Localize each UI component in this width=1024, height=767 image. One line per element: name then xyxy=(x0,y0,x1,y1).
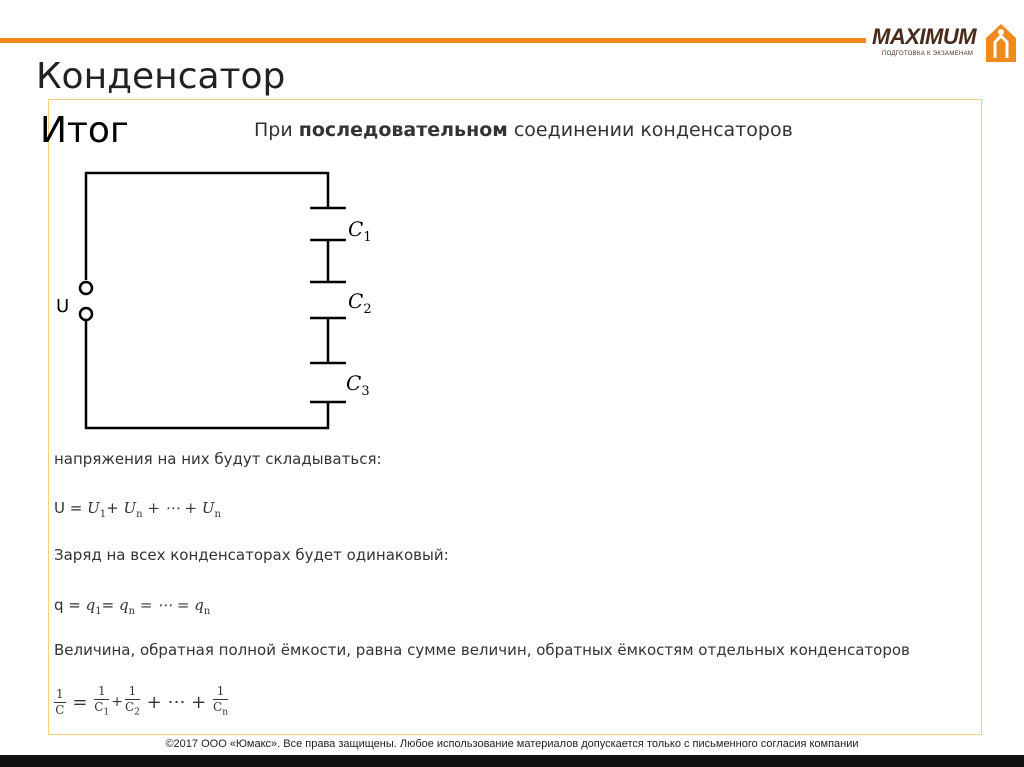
heading-bold: последовательном xyxy=(298,119,508,141)
source-label: U xyxy=(56,296,70,317)
heading-post: соединении конденсаторов xyxy=(507,119,793,141)
capacity-text: Величина, обратная полной ёмкости, равна сумме величин, обратных ёмкостям отдельных конденсаторов xyxy=(54,641,910,659)
charge-text: Заряд на всех конденсаторах будет одинаковый: xyxy=(54,546,449,564)
copyright-footer: ©2017 ООО «Юмакс». Все права защищены. Любое использование материалов допускается только с письменного согласия компании xyxy=(165,738,859,750)
top-accent-bar xyxy=(0,38,866,43)
logo-house-icon xyxy=(984,20,1018,64)
voltage-text: напряжения на них будут складываться: xyxy=(54,450,382,468)
heading-pre: При xyxy=(254,119,299,141)
circuit-wire-top xyxy=(86,173,328,280)
capacitor-label-c3: $C_3$ xyxy=(346,371,370,399)
series-capacitor-circuit-diagram xyxy=(48,160,388,440)
section-heading xyxy=(254,119,793,141)
capacitor-label-c1: $C_1$ xyxy=(348,217,372,245)
slide-subtitle: Итог xyxy=(40,110,129,151)
slide-title: Конденсатор xyxy=(36,56,286,97)
bottom-bar xyxy=(0,755,1024,767)
logo-brand-text: MAXIMUM xyxy=(872,24,977,49)
maximum-logo xyxy=(868,20,1018,70)
logo-tagline: ПОДГОТОВКА К ЭКЗАМЕНАМ xyxy=(882,51,974,57)
terminal-bottom xyxy=(80,308,92,320)
terminal-top xyxy=(80,282,92,294)
voltage-formula: $U = U_1+ U_n$ + ⋯ + $U_n$ xyxy=(54,499,221,520)
circuit-wire-bottom xyxy=(86,320,328,428)
capacity-formula: $\frac{1}{C}$ = $\frac{1}{C_1}$ + $\frac{1}{C_2}$ + ⋯ + $\frac{1}{C_n}$ xyxy=(55,684,229,718)
charge-formula: $q = q_1= q_n$ = ⋯ = $q_n$ xyxy=(54,596,211,617)
capacitor-label-c2: $C_2$ xyxy=(348,289,372,317)
